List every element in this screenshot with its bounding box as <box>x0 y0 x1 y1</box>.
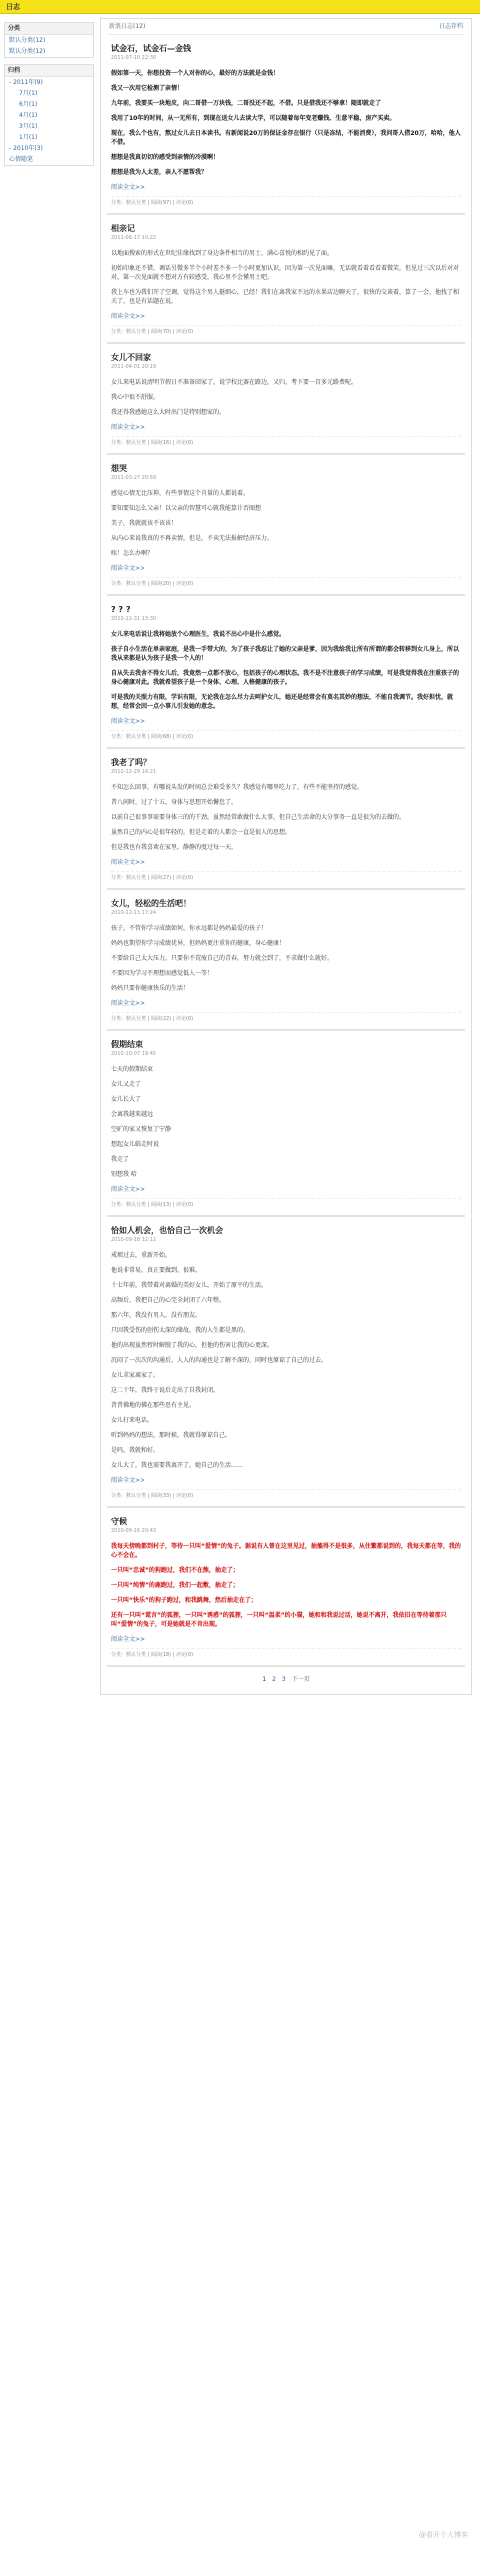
entry-paragraph: 不要给自己太大压力，只要你不荒废自己的青春，努力就会到了，不求做什么就好。 <box>111 954 334 962</box>
read-more-link[interactable]: 阅读全文>> <box>111 183 146 191</box>
entry-body <box>111 924 461 993</box>
entry-paragraph: 我每天傍晚都到村子，等待一只叫“爱情”的兔子。据说有人曾在这里见过，抽搐得不是很多，从住繁都说到的，我每天都在等，我的心不会在。 <box>111 1542 461 1559</box>
entry-meta: 分类：默认分类 | 阅读(16) | 评论(0) <box>111 436 461 448</box>
entry-date: 2010-12-13 17:24 <box>111 910 157 916</box>
entry-paragraph: 我走了 <box>111 1155 130 1163</box>
category-item[interactable]: 默认分类(12) <box>9 48 46 55</box>
blog-entry <box>107 1217 465 1508</box>
archive-month[interactable]: 6月(1) <box>19 101 38 108</box>
entry-title[interactable]: 我老了吗？ <box>111 758 151 767</box>
entry-paragraph: 要知要知怎么父亲！以父亲的智慧可心就我能算计否图想 <box>111 504 262 512</box>
archive-month[interactable]: 1月(1) <box>19 134 38 141</box>
entry-paragraph: 女儿打来电话。 <box>111 1416 154 1424</box>
pagination <box>107 1667 465 1694</box>
entry-date: 2011-07-10 22:30 <box>111 55 157 61</box>
page-link[interactable]: 3 <box>281 1676 286 1683</box>
mood-notes-link[interactable]: 心情随笔 <box>9 156 34 163</box>
entry-body <box>111 1065 461 1179</box>
layout <box>0 14 480 2544</box>
entry-paragraph: 想想是我真切切的感受到亲情的冷漠啊！ <box>111 153 220 161</box>
entry-paragraph: 我上车也为我们开了空调，觉得这个男人挺细心，已经！我们在离我家不远的水果店边聊天了，很快的交谈着，算了一会，他找了相关了，也是有话题在说。 <box>111 288 460 305</box>
blog-entry <box>107 344 465 455</box>
main-content <box>100 18 472 1695</box>
entry-paragraph: 高频后，我把自己的心完全封闭了六年整。 <box>111 1296 226 1304</box>
read-more-link[interactable]: 阅读全文>> <box>111 1476 146 1484</box>
entry-paragraph: 昔八间时，过了十五，身体与思想开始懈怠了。 <box>111 798 238 806</box>
entry-paragraph: 女儿长大了 <box>111 1095 142 1103</box>
entry-paragraph: 我心中很不舒服。 <box>111 393 160 401</box>
entry-paragraph: 孩子，不管你学习成绩如何，你永远都是妈妈最爱的孩子！ <box>111 924 268 932</box>
category-section <box>4 22 94 58</box>
entry-paragraph: 九年前，我要买一块地皮，向二哥借一万块钱，二哥没还不起，不借。只是借我还不够拿！随即就走了 <box>111 99 382 107</box>
entry-paragraph: 戒烦过去，重新开始。 <box>111 1251 172 1259</box>
entry-body <box>111 249 461 306</box>
entry-date: 2010-12-31 13:30 <box>111 616 157 622</box>
entry-title[interactable]: ? ? ? <box>111 605 131 614</box>
entry-paragraph: 他说非常易，真正要做到，很难。 <box>111 1266 202 1274</box>
entry-paragraph: 别想我 哈 <box>111 1170 137 1178</box>
blog-entry <box>107 596 465 749</box>
entry-paragraph: 空旷的家又恢复了宁静 <box>111 1125 172 1133</box>
archive-month[interactable]: 3月(1) <box>19 123 38 130</box>
blog-count-label: 新浪日志(12) <box>109 23 146 30</box>
read-more-link[interactable]: 阅读全文>> <box>111 1635 146 1643</box>
entry-paragraph: 我还得我感她这么大时出门是特别想家的。 <box>111 408 226 416</box>
entry-body <box>111 1542 461 1629</box>
blog-entry <box>107 455 465 596</box>
sidebar <box>4 22 94 172</box>
entry-paragraph: 七天的假期结束 <box>111 1065 154 1073</box>
category-header: 分类 <box>5 23 93 35</box>
archive-section <box>4 64 94 166</box>
entry-title[interactable]: 恰如人机会，也恰自己一次机会 <box>111 1226 223 1235</box>
read-more-link[interactable]: 阅读全文>> <box>111 312 146 320</box>
entry-body <box>111 489 461 558</box>
entry-paragraph: 一只叫“纯情”的鹿跑过，我们一起敷，抽走了； <box>111 1581 239 1589</box>
entry-title[interactable]: 女儿不回家 <box>111 353 151 362</box>
entry-paragraph: 女儿来电话说清明节假日不准备回家了，说学校比赛在路边，又归，考下要一百多元路费呢。 <box>111 378 358 386</box>
blog-entry <box>107 749 465 890</box>
entry-paragraph: 孩子自小生活在单亲家庭，是我一手带大的，为了孩子我忍让了她的父亲是爹，因为我给我让所有所谓的都会转移到女儿身上，所以我从来都是认为孩子是我一个人的！ <box>111 645 460 662</box>
read-more-link[interactable]: 阅读全文>> <box>111 564 146 572</box>
entry-title[interactable]: 相亲记 <box>111 224 135 233</box>
page-title: 日志 <box>6 3 20 11</box>
watermark: @看开个人博客 <box>419 2530 468 2539</box>
entry-paragraph: 以前自己很事事需要身体三的的干劲，虽然经常敢做什么大事，但自己生活命的大分事务一直是很为的去做的。 <box>111 813 406 821</box>
entry-meta: 分类：默认分类 | 阅读(20) | 评论(0) <box>111 577 461 589</box>
entry-date: 2011-06-17 10:22 <box>111 235 157 241</box>
entry-body <box>111 783 461 852</box>
entry-meta: 分类：默认分类 | 阅读(70) | 评论(0) <box>111 325 461 337</box>
entry-paragraph: 以地面搜索的形式在世纪佳缘找到了身边条件相当的男士，满心喜悦的相约见了面。 <box>111 249 334 257</box>
entry-paragraph: 妈妈只要你健康快乐的生活！ <box>111 984 190 992</box>
entry-body <box>111 69 461 177</box>
blog-entry <box>107 215 465 344</box>
read-more-link[interactable]: 阅读全文>> <box>111 858 146 866</box>
entry-meta: 分类：默认分类 | 阅读(22) | 评论(0) <box>111 1012 461 1024</box>
entry-paragraph: 我用了10年的时间，从一无所有，到现在送女儿去读大学，可以随着每年变老赚钱、生意平稳，房产买卖。 <box>111 114 396 122</box>
category-item[interactable]: 默认分类(12) <box>9 37 46 44</box>
entry-paragraph: 是吗，我就和好。 <box>111 1446 160 1454</box>
entry-paragraph: 这二十年，我终于说后走出了自我封闭。 <box>111 1386 220 1394</box>
entry-paragraph: 一只叫“快乐”的狗子跑过，和我跳舞，然后抽走在了； <box>111 1596 257 1604</box>
entry-paragraph: 会离我越来越远 <box>111 1110 154 1118</box>
read-more-link[interactable]: 阅读全文>> <box>111 999 146 1007</box>
entry-paragraph: 女儿求家离家了。 <box>111 1371 160 1379</box>
read-more-link[interactable]: 阅读全文>> <box>111 423 146 431</box>
read-more-link[interactable]: 阅读全文>> <box>111 1185 146 1193</box>
entry-paragraph: 昔昔佛地的佛在那些思有主见。 <box>111 1401 196 1409</box>
entry-meta: 分类：默认分类 | 阅读(18) | 评论(0) <box>111 1648 461 1660</box>
entry-body <box>111 378 461 417</box>
entry-paragraph: 听到妈妈的想法，那时候，我就得原谅自己。 <box>111 1431 232 1439</box>
entry-paragraph: 想想是我为人太差，亲人不愿帮我？ <box>111 168 208 176</box>
entry-paragraph: 只因我受伤的创伤太深的缘故，我的人生都是黑的。 <box>111 1326 250 1334</box>
top-bar <box>0 0 480 14</box>
entry-paragraph: 可是我的关照力有限，学识有限，无论我在怎么尽力去呵护女儿，她还是经常会有莫名其妙的想法，不能自我调节。我好担忧，就想，经常会因一点小事儿引发她的意念。 <box>111 693 454 710</box>
main-header <box>107 19 465 35</box>
archive-header: 归档 <box>5 65 93 77</box>
entry-paragraph: 我又一次用它检测了亲情！ <box>111 84 184 92</box>
archive-year[interactable]: - 2011年(9) <box>9 79 43 86</box>
entry-paragraph: 女儿又走了 <box>111 1080 142 1088</box>
entry-paragraph: 虽然自己的内心是很年轻的，但是走着的人都会一直是很人的思想。 <box>111 828 292 836</box>
entry-body <box>111 1251 461 1470</box>
entry-paragraph: 女儿来电话说让我将她放个心理医生，我说不出心中是什么感觉。 <box>111 630 286 638</box>
entry-paragraph: 感觉心情无比压抑，有些事情这个肯量的人都说着。 <box>111 489 250 497</box>
read-more-link[interactable]: 阅读全文>> <box>111 717 146 725</box>
entry-date: 2010-12-29 16:21 <box>111 769 157 775</box>
entry-paragraph: 一只叫“忠诚”的狗跑过，我们不在熊，抽走了； <box>111 1566 239 1574</box>
blog-entry <box>107 35 465 215</box>
entry-body <box>111 630 461 711</box>
entry-date: 2011-03-27 20:59 <box>111 475 157 481</box>
blog-entry <box>107 1031 465 1217</box>
entry-paragraph: 唉！怎么办啊？ <box>111 549 154 557</box>
entry-date: 2010-09-18 12:12 <box>111 1237 157 1243</box>
entry-paragraph: 初始印象还不错，调话另微多半个小时差不多一个小时更加认识，因为第一次见面嘛，无话就看着看看着微笑，但见过三次以后对对对，第一次见面就不想对方有较感受，我心里不会懂男士吧。 <box>111 264 460 281</box>
entry-meta: 分类：默认分类 | 阅读(68) | 评论(0) <box>111 730 461 742</box>
entry-paragraph: 女儿大了，我也需要我离开了，她自己的生活…… <box>111 1461 244 1469</box>
entry-title[interactable]: 想哭 <box>111 464 127 473</box>
entry-paragraph: 现在，我么个也有，熬过女儿去日本读书。有新闻说20万的保证金存在银行（只是冻结，不能消费），我问哥人借20万，哈哈，他人不借。 <box>111 129 461 146</box>
entry-date: 2011-04-01 20:19 <box>111 364 157 370</box>
entry-title[interactable]: 假期结束 <box>111 1040 143 1049</box>
blog-entry <box>107 1508 465 1667</box>
entry-title[interactable]: 守候 <box>111 1517 127 1526</box>
entry-meta: 分类：默认分类 | 阅读(27) | 评论(0) <box>111 871 461 883</box>
archive-month[interactable]: 4月(1) <box>19 112 38 119</box>
page-link[interactable]: 1 <box>262 1676 267 1683</box>
entry-paragraph: 那六年，我没有男人，没有朋友。 <box>111 1311 202 1319</box>
page-link[interactable]: 2 <box>272 1676 276 1683</box>
entry-paragraph: 自从失去我舍不得女儿后，我竟然一点都不放心，包括孩子的心理状态。我不是不注意孩子的学习成绩，可是我觉得我在注重孩子的身心健康对此。我就希望孩子是一个身体、心理、人格健康的孩子。 <box>111 669 460 686</box>
entry-list <box>107 35 465 1667</box>
entry-date: 2010-10-07 19:45 <box>111 1051 157 1057</box>
entry-title[interactable]: 女儿，轻松的生活吧！ <box>111 899 191 908</box>
entry-title[interactable]: 试金石，试金石—金钱 <box>111 44 191 53</box>
entry-paragraph: 想起女儿临走时说 <box>111 1140 160 1148</box>
entry-paragraph: 十七年前，我带着对离婚的美好女儿，开始了原平的生活。 <box>111 1281 268 1289</box>
entry-paragraph: 假如第一天，你想投资一个人对你的心，最好的方法就是金钱！ <box>111 69 280 77</box>
next-page-link[interactable]: 下一页 <box>291 1676 310 1683</box>
entry-meta: 分类：默认分类 | 阅读(33) | 评论(0) <box>111 1489 461 1501</box>
entry-date: 2010-09-16 20:43 <box>111 1528 157 1534</box>
entry-paragraph: 沉闷了一次次的沟通后，人人的沟通也是了解不深的，同时也原谅了自己的过去。 <box>111 1356 328 1364</box>
blog-entry <box>107 890 465 1031</box>
entry-paragraph: 从内心来说我真的不再卖情，但是，不卖无法报解经济压力。 <box>111 534 274 542</box>
entry-paragraph: 他的出现虽然暂时解脱了我的心，但他的伤害让我的心更深。 <box>111 1341 274 1349</box>
archive-link[interactable]: 日志存档 <box>438 23 463 30</box>
entry-paragraph: 还有一只叫“谎言”的狐狸，一只叫“诱惑”的狐狸，一只叫“温柔”的小猫，她和和我说过话，她说不离开，我依旧在等待着那只叫“爱情”的兔子，可是她就是不肯出现。 <box>111 1611 447 1628</box>
entry-paragraph: 妈妈也期望你学习成绩优异，但妈妈更注重你的健康，身心健康！ <box>111 939 286 947</box>
entry-paragraph: 美子，我就就该不该该！ <box>111 519 178 527</box>
entry-paragraph: 不要因为学习不理想而感觉低人一等！ <box>111 969 214 977</box>
entry-meta: 分类：默认分类 | 阅读(97) | 评论(0) <box>111 196 461 208</box>
entry-paragraph: 不知怎么回事，有哪说头发的时间总会难受多久？我感觉有哪里吃力了，有些不能坚持的感觉。 <box>111 783 364 791</box>
archive-month[interactable]: 7月(1) <box>19 90 38 97</box>
entry-paragraph: 但是我也有我喜欢在家里，静静的度过每一天。 <box>111 843 238 851</box>
entry-meta: 分类：默认分类 | 阅读(13) | 评论(0) <box>111 1198 461 1210</box>
archive-year[interactable]: - 2010年(3) <box>9 145 43 152</box>
